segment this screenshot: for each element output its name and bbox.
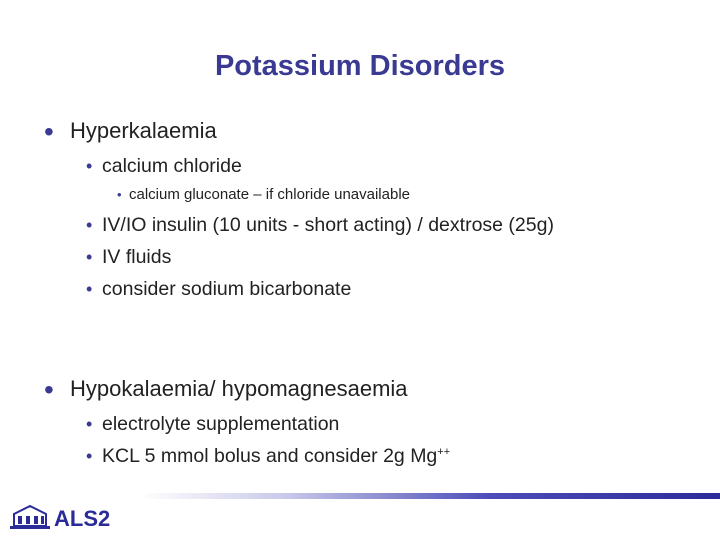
list-item — [86, 155, 242, 178]
bullet-icon: • — [86, 446, 93, 466]
bullet-icon: • — [86, 156, 93, 176]
list-item-text: electrolyte supplementation — [102, 413, 340, 435]
list-item — [117, 186, 410, 203]
ion-superscript: ++ — [437, 446, 451, 458]
bullet-icon: • — [86, 279, 93, 299]
list-item-text: consider sodium bicarbonate — [102, 278, 352, 300]
list-item-text: IV fluids — [102, 246, 172, 268]
list-item-text: IV/IO insulin (10 units - short acting) / dextrose (25g) — [102, 214, 554, 236]
bullet-icon: • — [44, 116, 54, 147]
bullet-icon: • — [44, 374, 54, 405]
list-item — [86, 413, 339, 436]
bullet-icon: • — [86, 247, 93, 267]
section-heading-hyperkalaemia — [44, 116, 217, 148]
list-item-text: calcium gluconate – if chloride unavailable — [129, 186, 411, 203]
bullet-icon: • — [86, 414, 93, 434]
section-heading-label: Hypokalaemia/ hypomagnesaemia — [70, 376, 408, 401]
list-item — [86, 278, 351, 301]
slide-title: Potassium Disorders — [214, 50, 506, 82]
logo-text: ALS2 — [54, 506, 111, 531]
bullet-icon: • — [86, 215, 93, 235]
list-item — [86, 246, 171, 269]
section-heading-hypokalaemia — [44, 374, 408, 406]
als2-logo — [8, 500, 120, 532]
list-item-text: KCL 5 mmol bolus and consider 2g Mg — [102, 445, 438, 467]
list-item — [86, 445, 450, 468]
building-icon — [10, 506, 50, 529]
footer-bar — [140, 493, 720, 499]
bullet-icon: • — [117, 187, 122, 202]
list-item — [86, 214, 554, 237]
list-item-text: calcium chloride — [102, 155, 242, 177]
section-heading-label: Hyperkalaemia — [70, 118, 217, 143]
